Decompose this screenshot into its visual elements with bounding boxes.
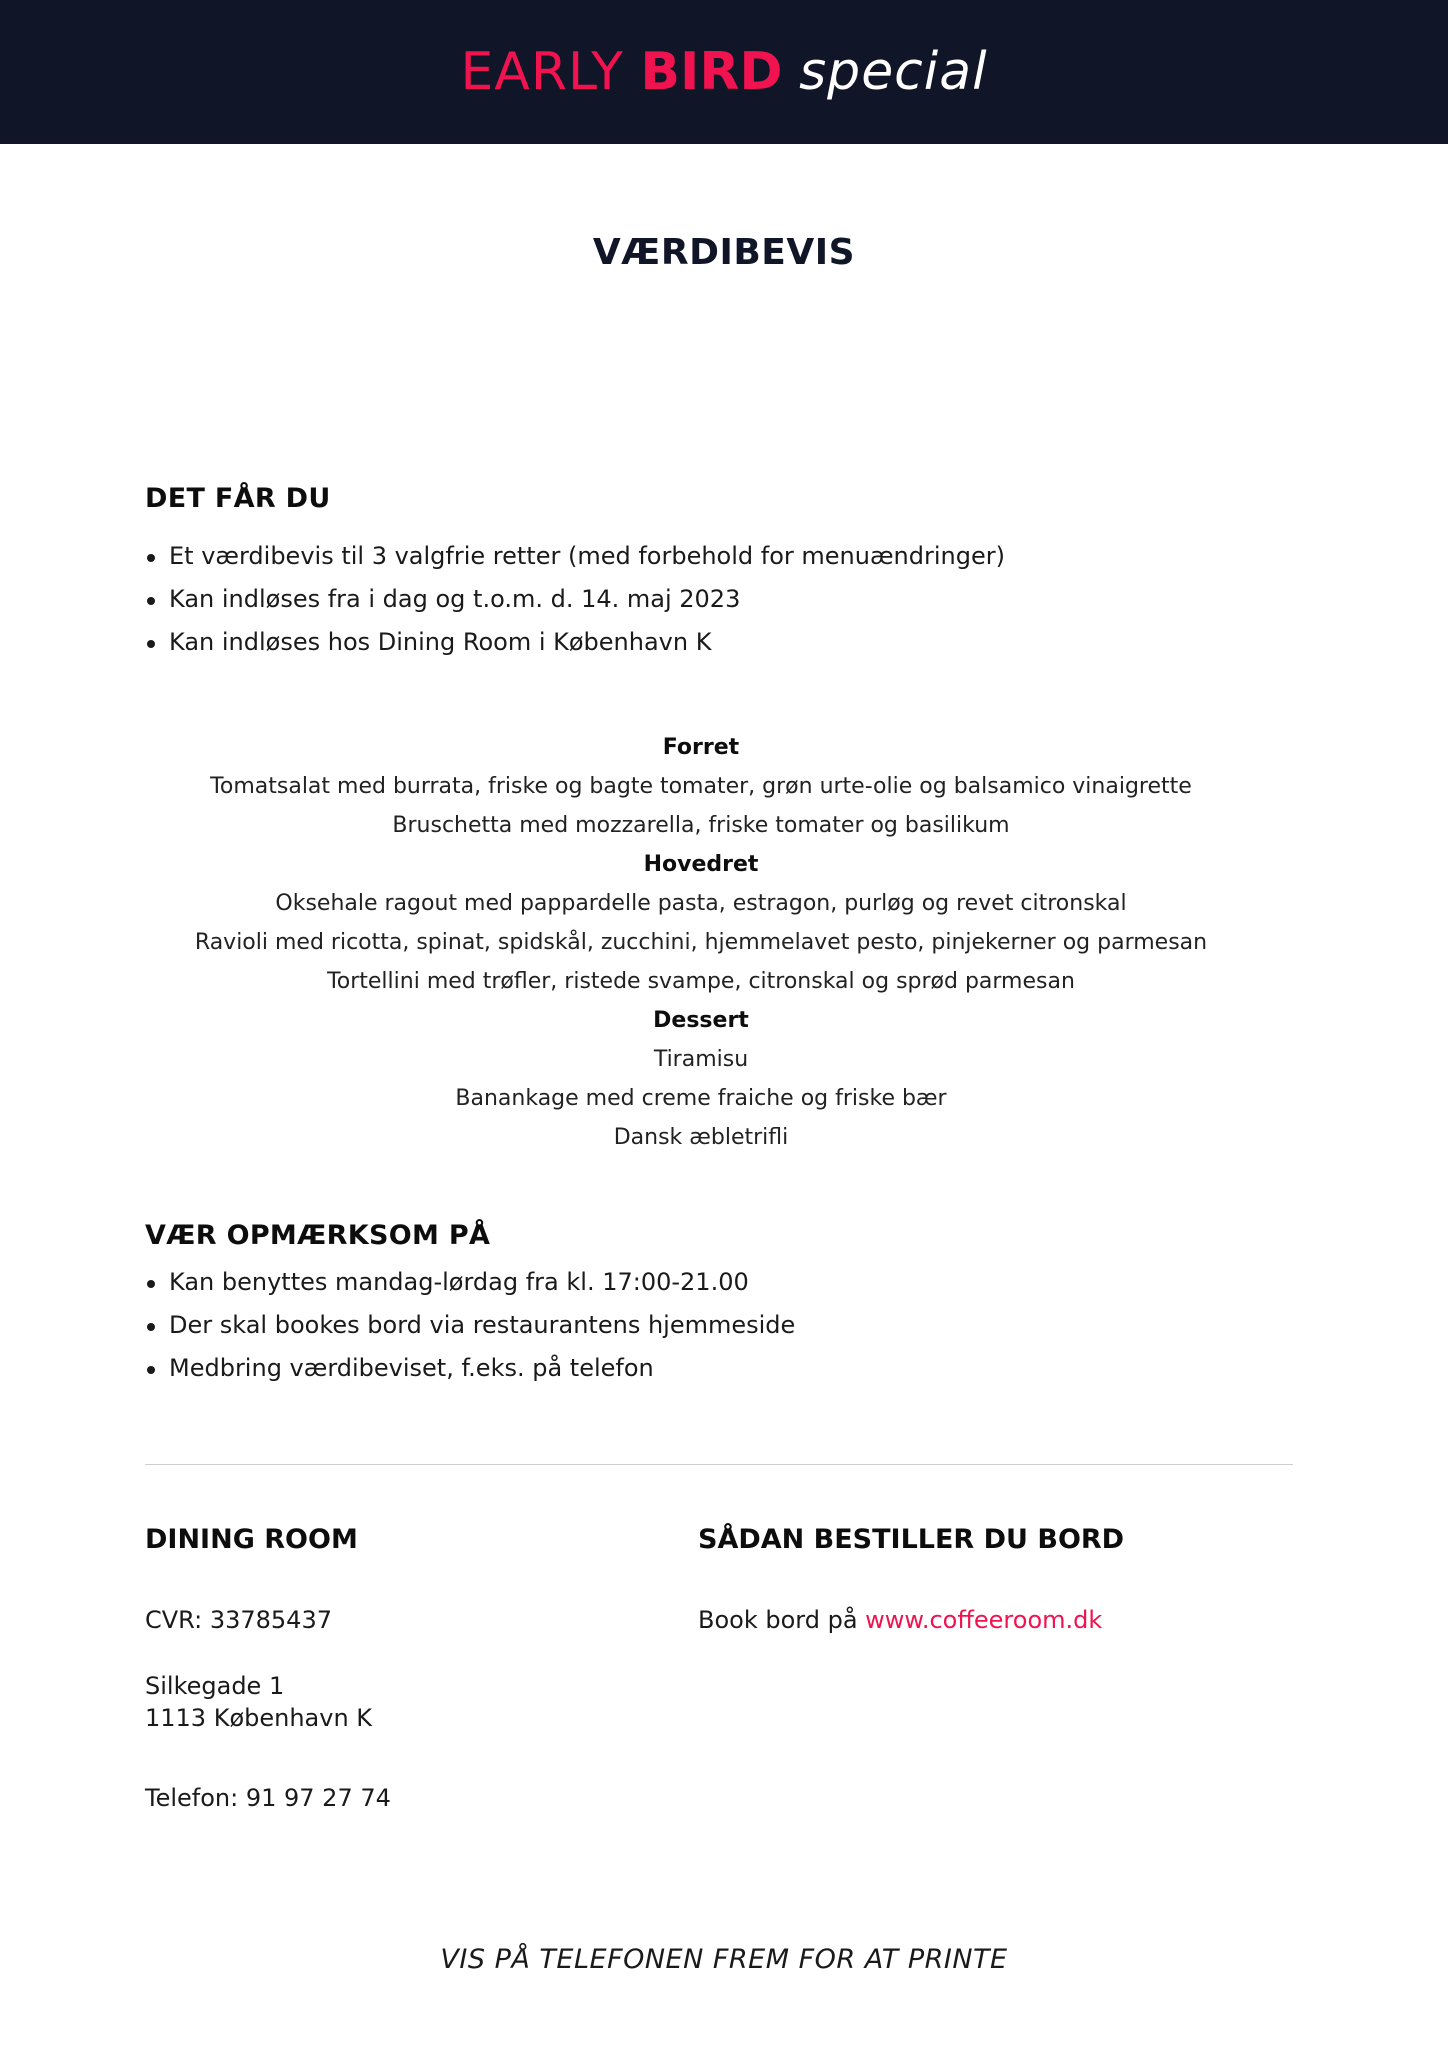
booking-label: Book bord på [698, 1606, 858, 1634]
list-item: Der skal bookes bord via restaurantens hjemmeside [145, 1304, 795, 1347]
dish: Dansk æbletrifli [613, 1125, 789, 1150]
list-item: Et værdibevis til 3 valgfrie retter (med forbehold for menuændringer) [145, 535, 1005, 578]
cvr-text: CVR: 33785437 [145, 1606, 332, 1634]
course-heading-forret: Forret [662, 735, 740, 760]
dish: Banankage med creme fraiche og friske bær [455, 1086, 947, 1111]
list-item: Kan benyttes mandag-lørdag fra kl. 17:00-21.00 [145, 1261, 795, 1304]
footer-note: VIS PÅ TELEFONEN FREM FOR AT PRINTE [440, 1944, 1008, 1975]
restaurant-heading: DINING ROOM [145, 1524, 358, 1555]
brand-bird: BIRD [640, 42, 783, 102]
address-line-2: 1113 København K [145, 1704, 373, 1732]
course-heading-dessert: Dessert [653, 1008, 749, 1033]
dish: Tiramisu [653, 1047, 749, 1072]
notes-list [145, 1261, 795, 1390]
booking-heading: SÅDAN BESTILLER DU BORD [698, 1524, 1125, 1555]
course-heading-hovedret: Hovedret [643, 852, 759, 877]
you-get-list [145, 535, 1005, 664]
booking-text [698, 1604, 1102, 1636]
dish: Tomatsalat med burrata, friske og bagte tomater, grøn urte-olie og balsamico vinaigrette [210, 774, 1192, 799]
brand-logo [460, 42, 988, 102]
page-title: VÆRDIBEVIS [592, 232, 856, 273]
header-banner [0, 0, 1448, 144]
dish: Tortellini med trøfler, ristede svampe, citronskal og sprød parmesan [327, 969, 1075, 994]
list-item: Medbring værdibeviset, f.eks. på telefon [145, 1347, 795, 1390]
brand-special: special [799, 42, 988, 102]
dish: Oksehale ragout med pappardelle pasta, estragon, purløg og revet citronskal [275, 891, 1127, 916]
address-line-1: Silkegade 1 [145, 1672, 285, 1700]
dish: Bruschetta med mozzarella, friske tomater og basilikum [392, 813, 1010, 838]
dish: Ravioli med ricotta, spinat, spidskål, zucchini, hjemmelavet pesto, pinjekerner og parmesan [194, 930, 1208, 955]
list-item: Kan indløses fra i dag og t.o.m. d. 14. maj 2023 [145, 578, 1005, 621]
booking-link[interactable]: www.coffeeroom.dk [865, 1606, 1103, 1634]
divider [145, 1464, 1293, 1465]
menu [145, 728, 1257, 1157]
you-get-heading: DET FÅR DU [145, 483, 331, 514]
notes-heading: VÆR OPMÆRKSOM PÅ [145, 1220, 491, 1251]
list-item: Kan indløses hos Dining Room i København K [145, 621, 1005, 664]
phone-text: Telefon: 91 97 27 74 [145, 1784, 391, 1812]
brand-early: EARLY [460, 42, 624, 102]
